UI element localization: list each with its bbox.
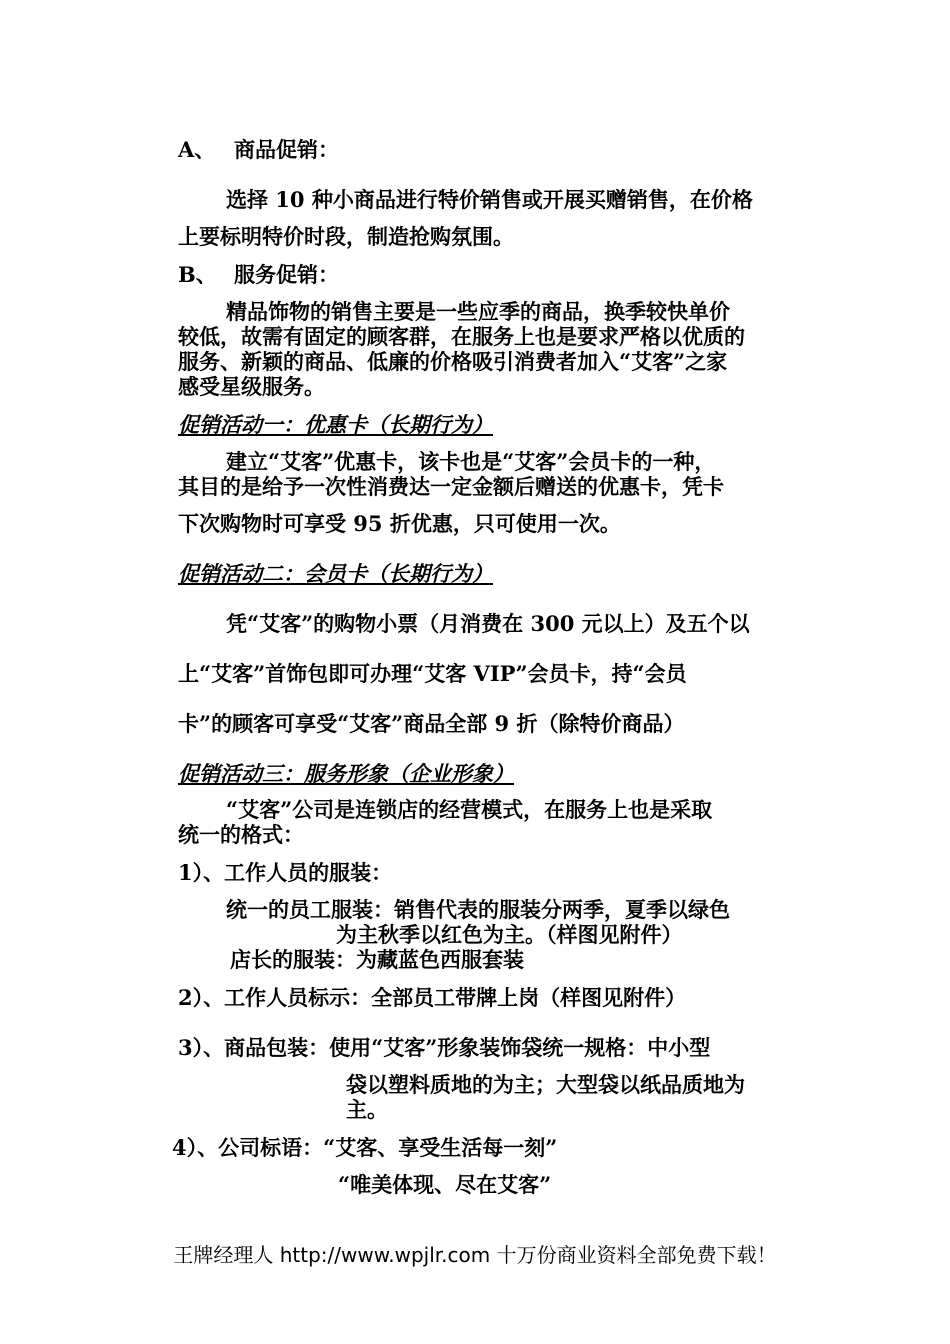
activity3-line-2: 统一的格式：	[178, 822, 304, 847]
section-a-title: 商品促销：	[234, 137, 339, 162]
item3-line-2: 袋以塑料质地的为主；大型袋以纸品质地为	[346, 1072, 745, 1097]
item3-first-line: 3）、商品包装：使用“艾客”形象装饰袋统一规格：中小型	[178, 1035, 711, 1060]
section-a-label: A、	[178, 137, 216, 162]
section-a-line-2: 上要标明特价时段，制造抢购氛围。	[178, 224, 514, 249]
activity2-line-3: 卡”的顾客可享受“艾客”商品全部 9 折（除特价商品）	[178, 711, 685, 736]
activity1-line-1: 建立“艾客”优惠卡，该卡也是“艾客”会员卡的一种，	[226, 449, 716, 474]
activity2-line-1: 凭“艾客”的购物小票（月消费在 300 元以上）及五个以	[226, 611, 750, 636]
section-b-label: B、	[178, 262, 217, 287]
activity1-line-3: 下次购物时可享受 95 折优惠，只可使用一次。	[178, 511, 621, 536]
item2: 2）、工作人员标示：全部员工带牌上岗（样图见附件）	[178, 985, 687, 1010]
item1-line-2: 为主秋季以红色为主。（样图见附件）	[336, 922, 683, 947]
item1-line-3: 店长的服装：为藏蓝色西服套装	[230, 947, 524, 972]
item1-title: 1）、工作人员的服装：	[178, 860, 393, 885]
section-b-line-2: 较低，故需有固定的顾客群，在服务上也是要求严格以优质的	[178, 324, 745, 349]
activity1-heading: 促销活动一：优惠卡（长期行为）	[178, 412, 493, 437]
section-a-line-1: 选择 10 种小商品进行特价销售或开展买赠销售，在价格	[226, 187, 753, 212]
section-b-title: 服务促销：	[234, 262, 339, 287]
item4-second-line: “唯美体现、尽在艾客”	[338, 1172, 552, 1197]
footer-text: 王牌经理人 http://www.wpjlr.com 十万份商业资料全部免费下载！	[173, 1243, 777, 1267]
item3-line-3: 主。	[346, 1097, 388, 1122]
activity3-heading: 促销活动三：服务形象（企业形象）	[178, 761, 514, 786]
section-b-line-4: 感受星级服务。	[178, 374, 325, 399]
item4-first-line: 4）、公司标语：“艾客、享受生活每一刻”	[172, 1135, 558, 1160]
section-b-line-3: 服务、新颖的商品、低廉的价格吸引消费者加入“艾客”之家	[178, 349, 728, 374]
item1-line-1: 统一的员工服装：销售代表的服装分两季，夏季以绿色	[226, 897, 730, 922]
activity2-heading: 促销活动二：会员卡（长期行为）	[178, 561, 493, 586]
activity2-line-2: 上“艾客”首饰包即可办理“艾客 VIP”会员卡，持“会员	[178, 661, 687, 686]
activity1-line-2: 其目的是给予一次性消费达一定金额后赠送的优惠卡，凭卡	[178, 474, 724, 499]
activity3-line-1: “艾客”公司是连锁店的经营模式，在服务上也是采取	[226, 797, 713, 822]
section-b-line-1: 精品饰物的销售主要是一些应季的商品，换季较快单价	[226, 299, 730, 324]
